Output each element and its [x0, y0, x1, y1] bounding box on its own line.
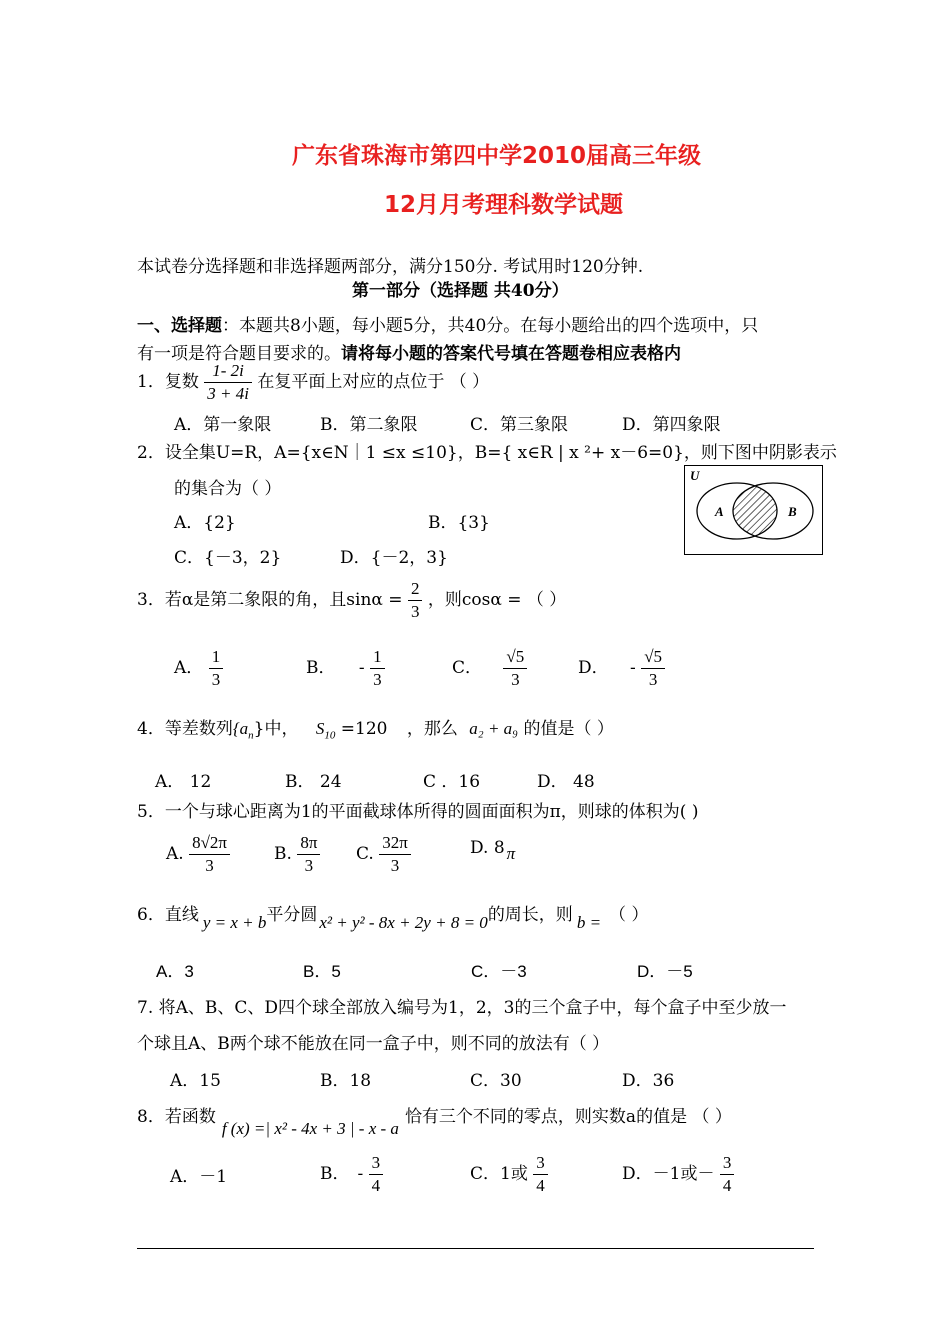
q6-stem: [137, 900, 649, 932]
q8-stem: [137, 1102, 732, 1138]
q4-s10: [315, 719, 336, 742]
q4-stem: [137, 714, 614, 741]
q8-opt-b-frac: [369, 1152, 384, 1197]
q1-option-a: A．第一象限: [174, 415, 272, 435]
q4-s10-val: =120: [335, 719, 388, 739]
q3-option-a: [174, 646, 223, 691]
q4-sum-expr: a₂ + a₉: [469, 719, 519, 738]
q8-opt-b-label: B．: [320, 1164, 350, 1184]
q8-opt-b-sign: -: [357, 1164, 364, 1184]
q5-opt-c-frac: [379, 832, 411, 877]
q5-opt-b-frac: [297, 832, 320, 877]
q4-s10-base: S: [315, 719, 325, 738]
q4-stem-a: 4．等差数列: [137, 719, 233, 739]
q8-option-c: [470, 1152, 548, 1197]
q4-option-d: D． 48: [537, 772, 595, 792]
q5-opt-a-label: A.: [166, 844, 184, 864]
venn-diagram: [684, 465, 823, 555]
q4-seq: [232, 719, 254, 742]
q5-option-a: [166, 832, 230, 877]
title-line-1: 广东省珠海市第四中学2010届高三年级: [292, 143, 702, 169]
footer-divider: [137, 1248, 814, 1249]
q8-opt-d-label: D．－1或－: [622, 1164, 715, 1184]
q5-opt-c-num: 32π: [379, 832, 411, 855]
q3-opt-c-frac: [503, 646, 527, 691]
q8-opt-b-den: 4: [371, 1176, 381, 1195]
q3-opt-d-num: √5: [641, 646, 665, 669]
q3-fraction: [408, 578, 423, 623]
q3-opt-b-den: 3: [373, 670, 382, 689]
q1-stem-a: 1．复数: [137, 372, 199, 392]
q6-circle-eq: x² + y² - 8x + 2y + 8 = 0: [319, 913, 488, 932]
q6-option-b: B．5: [303, 962, 341, 981]
q2-option-c: C．{－3，2}: [174, 548, 282, 568]
venn-label-a: A: [715, 504, 724, 519]
q8-opt-d-num: 3: [720, 1152, 735, 1175]
q3-opt-b-sign: -: [358, 658, 365, 678]
q3-option-b: [306, 646, 385, 691]
q5-opt-c-label: C.: [356, 844, 374, 864]
q3-opt-a-label: A．: [174, 658, 204, 678]
venn-svg: [685, 466, 822, 554]
title-line-2: 12月月考理科数学试题: [384, 192, 624, 218]
q4-stem-d: 的值是（ ）: [523, 719, 614, 739]
q4-s10-sub: 10: [324, 729, 336, 742]
q8-option-b: [320, 1152, 383, 1197]
q6-stem-b: 平分圆: [266, 905, 318, 925]
q1-stem: [137, 360, 489, 405]
q6-line-eq: y = x + b: [202, 913, 267, 932]
q3-opt-b-label: B．: [306, 658, 336, 678]
q4-option-c: C ．16: [423, 772, 481, 792]
q8-opt-d-frac: [720, 1152, 735, 1197]
q6-option-d: D．－5: [637, 962, 693, 981]
q2-option-a: A．{2}: [174, 513, 236, 533]
section-text-1: ：本题共8小题，每小题5分，共40分。在每小题给出的四个选项中，只: [222, 316, 759, 336]
q8-stem-a: 8．若函数: [137, 1107, 216, 1127]
q2-stem-2: 的集合为（ ）: [174, 479, 282, 499]
q7-option-a: A．15: [170, 1071, 221, 1091]
q6-stem-a: 6．直线: [137, 905, 199, 925]
q6-option-a: A．3: [156, 962, 194, 981]
q2-stem: 2．设全集U=R，A={x∈N｜1 ≤x ≤10}，B={ x∈R | x ²+ x－6=0}，则下图中阴影表示: [137, 443, 837, 463]
q3-opt-a-num: 1: [209, 646, 224, 669]
q1-option-b: B．第二象限: [320, 415, 418, 435]
part1-heading: 第一部分（选择题 共40分）: [352, 281, 569, 301]
q3-opt-d-frac: [641, 646, 665, 691]
q3-option-d: [578, 646, 665, 691]
q3-option-c: [452, 646, 527, 691]
q3-opt-c-label: C．: [452, 658, 483, 678]
q6-stem-c: 的周长，则: [487, 905, 573, 925]
q7-option-b: B．18: [320, 1071, 372, 1091]
q4-seq-base: {a: [232, 719, 249, 738]
section-text-2a: 有一项是符合题目要求的。: [137, 344, 341, 364]
q2-option-b: B．{3}: [428, 513, 490, 533]
q1-frac-den: 3 + 4i: [207, 384, 249, 403]
q6-stem-d: （ ）: [609, 905, 649, 925]
q3-frac-den: 3: [410, 602, 420, 621]
q4-stem-c: ，那么: [406, 719, 458, 739]
q8-opt-d-den: 4: [722, 1176, 732, 1195]
q8-opt-a-label: A．－1: [170, 1167, 228, 1187]
q3-frac-num: 2: [408, 578, 423, 601]
venn-label-u: U: [690, 468, 700, 483]
q3-opt-c-num: √5: [503, 646, 527, 669]
q5-option-d: [470, 838, 516, 863]
venn-label-b: B: [788, 504, 797, 519]
q2-option-d: D．{－2，3}: [340, 548, 448, 568]
q1-frac-num: 1- 2i: [204, 360, 252, 383]
q5-opt-b-label: B.: [274, 844, 292, 864]
section-label: 一、选择题: [137, 316, 222, 336]
q5-opt-b-num: 8π: [297, 832, 320, 855]
q8-option-a: [170, 1154, 228, 1187]
q4-option-a: A． 12: [155, 772, 212, 792]
q8-opt-c-label: C．1或: [470, 1164, 528, 1184]
q3-stem-a: 3．若α是第二象限的角，且sinα =: [137, 590, 403, 610]
q1-option-c: C．第三象限: [470, 415, 569, 435]
section-text-2b: 请将每小题的答案代号填在答题卷相应表格内: [341, 344, 681, 364]
q7-option-d: D．36: [622, 1071, 675, 1091]
q7-stem: 7. 将A、B、C、D四个球全部放入编号为1，2，3的三个盒子中，每个盒子中至少放一: [137, 998, 787, 1018]
section-line-1: [137, 311, 758, 336]
q7-stem-2: 个球且A、B两个球不能放在同一盒子中，则不同的放法有（ ）: [137, 1034, 610, 1054]
q6-b-eq: b =: [576, 913, 602, 932]
q4-stem-b: }中，: [253, 719, 299, 739]
q6-option-c: C．－3: [471, 962, 527, 981]
q3-stem: [137, 578, 566, 623]
q5-opt-d-pi: π: [506, 844, 516, 863]
q5-opt-d-label: D. 8: [470, 838, 505, 858]
intro-text: 本试卷分选择题和非选择题两部分，满分150分. 考试用时120分钟.: [137, 257, 644, 277]
q1-stem-b: 在复平面上对应的点位于 （ ）: [257, 372, 490, 392]
q5-opt-a-den: 3: [205, 856, 214, 875]
q3-opt-d-den: 3: [648, 670, 658, 689]
q8-option-d: [622, 1152, 734, 1197]
q8-opt-c-den: 4: [536, 1176, 545, 1195]
q7-option-c: C．30: [470, 1071, 522, 1091]
q5-opt-a-num: 8√2π: [189, 832, 230, 855]
q3-opt-a-frac: [209, 646, 224, 691]
q5-opt-b-den: 3: [304, 856, 314, 875]
q5-option-c: [356, 832, 411, 877]
q1-fraction: [204, 360, 252, 405]
q3-opt-d-label: D．: [578, 658, 609, 678]
q1-option-d: D．第四象限: [622, 415, 721, 435]
q4-seq-sub: n: [248, 729, 254, 742]
q8-func: f (x) =| x² - 4x + 3 | - x - a: [221, 1119, 399, 1138]
q8-opt-b-num: 3: [369, 1152, 384, 1175]
q3-opt-b-frac: [370, 646, 385, 691]
q5-opt-a-frac: [189, 832, 230, 877]
q5-opt-c-den: 3: [390, 856, 400, 875]
q5-stem: 5．一个与球心距离为1的平面截球体所得的圆面面积为π，则球的体积为( ): [137, 802, 699, 822]
q3-opt-b-num: 1: [370, 646, 385, 669]
q8-opt-c-frac: [533, 1152, 548, 1197]
q8-opt-c-num: 3: [533, 1152, 548, 1175]
q3-opt-d-sign: -: [630, 658, 636, 678]
q8-stem-b: 恰有三个不同的零点，则实数a的值是 （ ）: [404, 1107, 732, 1127]
q4-option-b: B． 24: [285, 772, 342, 792]
q3-stem-b: ，则cosα = （ ）: [427, 590, 567, 610]
q3-opt-a-den: 3: [211, 670, 221, 689]
q3-opt-c-den: 3: [511, 670, 520, 689]
q5-option-b: [274, 832, 320, 877]
